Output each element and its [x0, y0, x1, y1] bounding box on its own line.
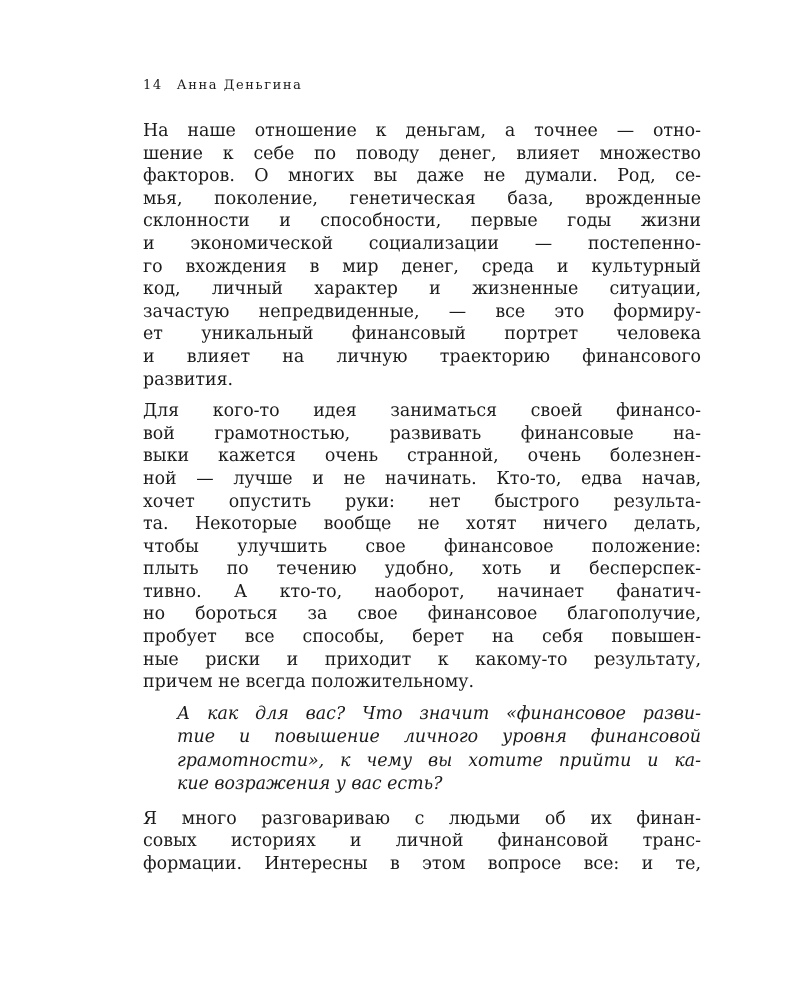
text-line: ет уникальный финансовый портрет человека: [143, 324, 701, 345]
text-line: выки кажется очень странной, очень болезнен-: [143, 446, 701, 467]
quote-line: кие возражения у вас есть?: [177, 774, 443, 795]
text-line: зачастую непредвиденные, — все это формиру-: [143, 301, 701, 322]
text-line: формации. Интересны в этом вопросе все: и те,: [143, 854, 701, 875]
quote-line: тие и повышение личного уровня финансовой: [177, 727, 701, 748]
text-line: ной — лучше и не начинать. Кто-то, едва начав,: [143, 468, 701, 489]
paragraph-1: [143, 120, 701, 391]
text-line: ные риски и приходит к какому-то результату,: [143, 649, 701, 670]
text-line: пробует все способы, берет на себя повышен-: [143, 627, 701, 648]
text-line: хочет опустить руки: нет быстрого результа-: [143, 491, 701, 512]
paragraph-4: [143, 808, 701, 876]
paragraph-2: [143, 400, 701, 694]
text-line: совых историях и личной финансовой транс-: [143, 831, 701, 852]
text-line: но бороться за свое финансовое благополучие,: [143, 604, 701, 625]
text-line: и влияет на личную траекторию финансового: [143, 346, 701, 367]
text-line: код, личный характер и жизненные ситуации,: [143, 279, 701, 300]
text-line: тивно. А кто-то, наоборот, начинает фанатич-: [143, 581, 701, 602]
author-name: Анна Деньгина: [176, 78, 303, 93]
page-number: 14: [143, 78, 163, 93]
text-line: мья, поколение, генетическая база, врожденные: [143, 188, 701, 209]
text-line: Я много разговариваю с людьми об их финан-: [143, 808, 701, 829]
text-line: факторов. О многих вы даже не думали. Род, се-: [143, 166, 701, 187]
text-line: склонности и способности, первые годы жизни: [143, 211, 701, 232]
text-line: причем не всегда положительному.: [143, 672, 475, 693]
text-line: развития.: [143, 369, 234, 390]
text-line: Для кого-то идея заниматься своей финансо-: [143, 401, 701, 422]
quote-line: грамотности», к чему вы хотите прийти и ка-: [177, 750, 701, 771]
text-line: вой грамотностью, развивать финансовые на-: [143, 423, 701, 444]
text-line: На наше отношение к деньгам, а точнее — отно-: [143, 121, 701, 141]
text-line: чтобы улучшить свое финансовое положение:: [143, 536, 701, 557]
text-line: и экономической социализации — постепенно-: [143, 233, 701, 254]
text-line: го вхождения в мир денег, среда и культурный: [143, 256, 701, 277]
text-line: та. Некоторые вообще не хотят ничего делать,: [143, 514, 701, 535]
body-text: [143, 120, 701, 885]
text-line: шение к себе по поводу денег, влияет множество: [143, 143, 701, 164]
running-head: [143, 78, 303, 93]
quote-block: [177, 703, 701, 797]
text-line: плыть по течению удобно, хоть и бесперспек-: [143, 559, 701, 580]
quote-line: А как для вас? Что значит «финансовое разви-: [177, 703, 701, 724]
